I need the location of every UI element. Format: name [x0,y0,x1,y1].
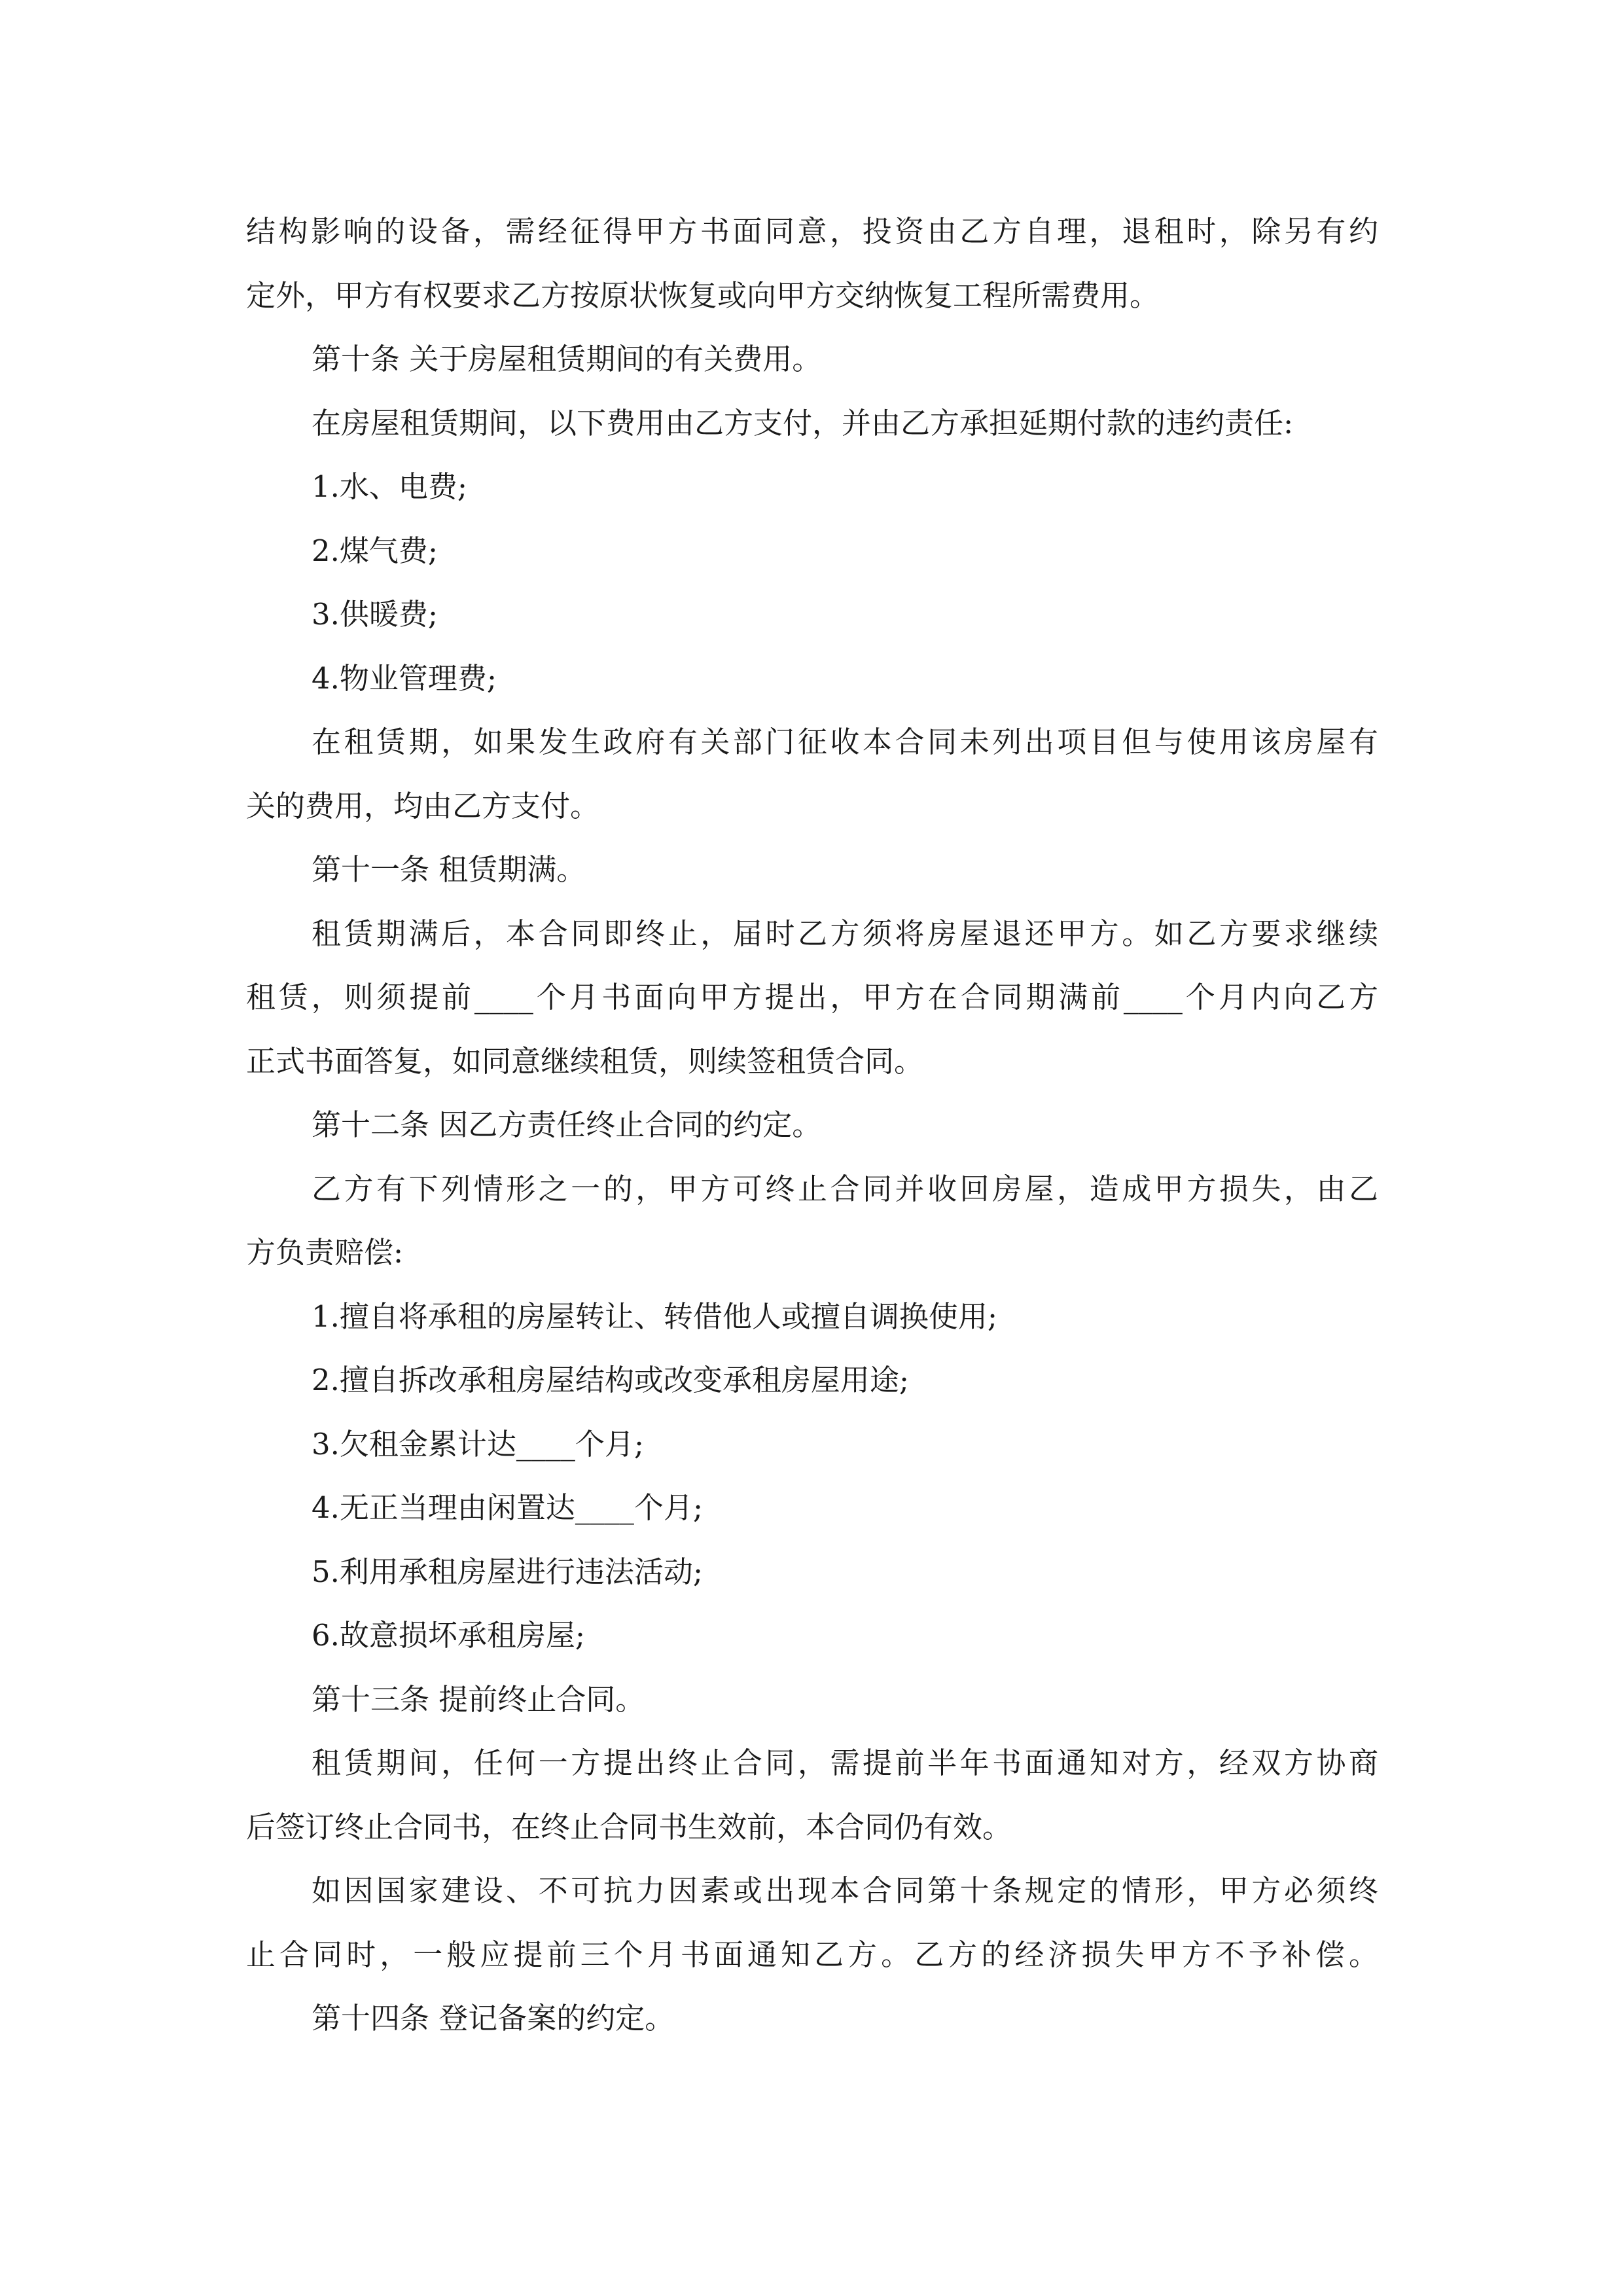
document-line: 4.物业管理费; [312,660,497,696]
document-line: 止合同时，一般应提前三个月书面通知乙方。乙方的经济损失甲方不予补偿。 [246,1937,1378,1972]
document-line: 4.无正当理由闲置达____个月; [312,1490,704,1525]
document-line: 如因国家建设、不可抗力因素或出现本合同第十条规定的情形，甲方必须终 [312,1873,1378,1908]
document-line: 租赁期满后，本合同即终止，届时乙方须将房屋退还甲方。如乙方要求继续 [312,916,1378,951]
document-line: 第十一条 租赁期满。 [312,852,586,887]
document-line: 第十四条 登记备案的约定。 [312,2001,675,2036]
document-line: 方负责赔偿: [246,1235,404,1270]
document-line: 乙方有下列情形之一的，甲方可终止合同并收回房屋，造成甲方损失，由乙 [312,1171,1378,1206]
document-line: 3.供暖费; [312,597,438,632]
document-line: 租赁，则须提前____个月书面向甲方提出，甲方在合同期满前____个月内向乙方 [246,980,1378,1014]
document-body [246,200,1378,2051]
document-line: 第十二条 因乙方责任终止合同的约定。 [312,1107,822,1142]
document-line: 1.水、电费; [312,469,468,504]
document-line: 租赁期间，任何一方提出终止合同，需提前半年书面通知对方，经双方协商 [312,1746,1378,1780]
document-line: 5.利用承租房屋进行违法活动; [312,1554,704,1589]
document-line: 后签订终止合同书，在终止合同书生效前，本合同仍有效。 [246,1809,1012,1844]
document-line: 2.煤气费; [312,533,438,568]
document-line: 3.欠租金累计达____个月; [312,1426,645,1462]
document-line: 在房屋租赁期间，以下费用由乙方支付，并由乙方承担延期付款的违约责任: [312,405,1294,440]
document-line: 在租赁期，如果发生政府有关部门征收本合同未列出项目但与使用该房屋有 [312,725,1378,759]
document-line: 6.故意损坏承租房屋; [312,1618,586,1653]
document-line: 正式书面答复，如同意继续租赁，则续签租赁合同。 [246,1043,924,1079]
document-line: 1.擅自将承租的房屋转让、转借他人或擅自调换使用; [312,1299,998,1334]
document-line: 第十条 关于房屋租赁期间的有关费用。 [312,342,822,376]
document-line: 2.擅自拆改承租房屋结构或改变承租房屋用途; [312,1363,910,1397]
document-line: 第十三条 提前终止合同。 [312,1681,645,1717]
document-line: 结构影响的设备，需经征得甲方书面同意，投资由乙方自理，退租时，除另有约 [246,214,1378,249]
document-line: 关的费用，均由乙方支付。 [246,788,600,823]
document-line: 定外，甲方有权要求乙方按原状恢复或向甲方交纳恢复工程所需费用。 [246,278,1160,313]
